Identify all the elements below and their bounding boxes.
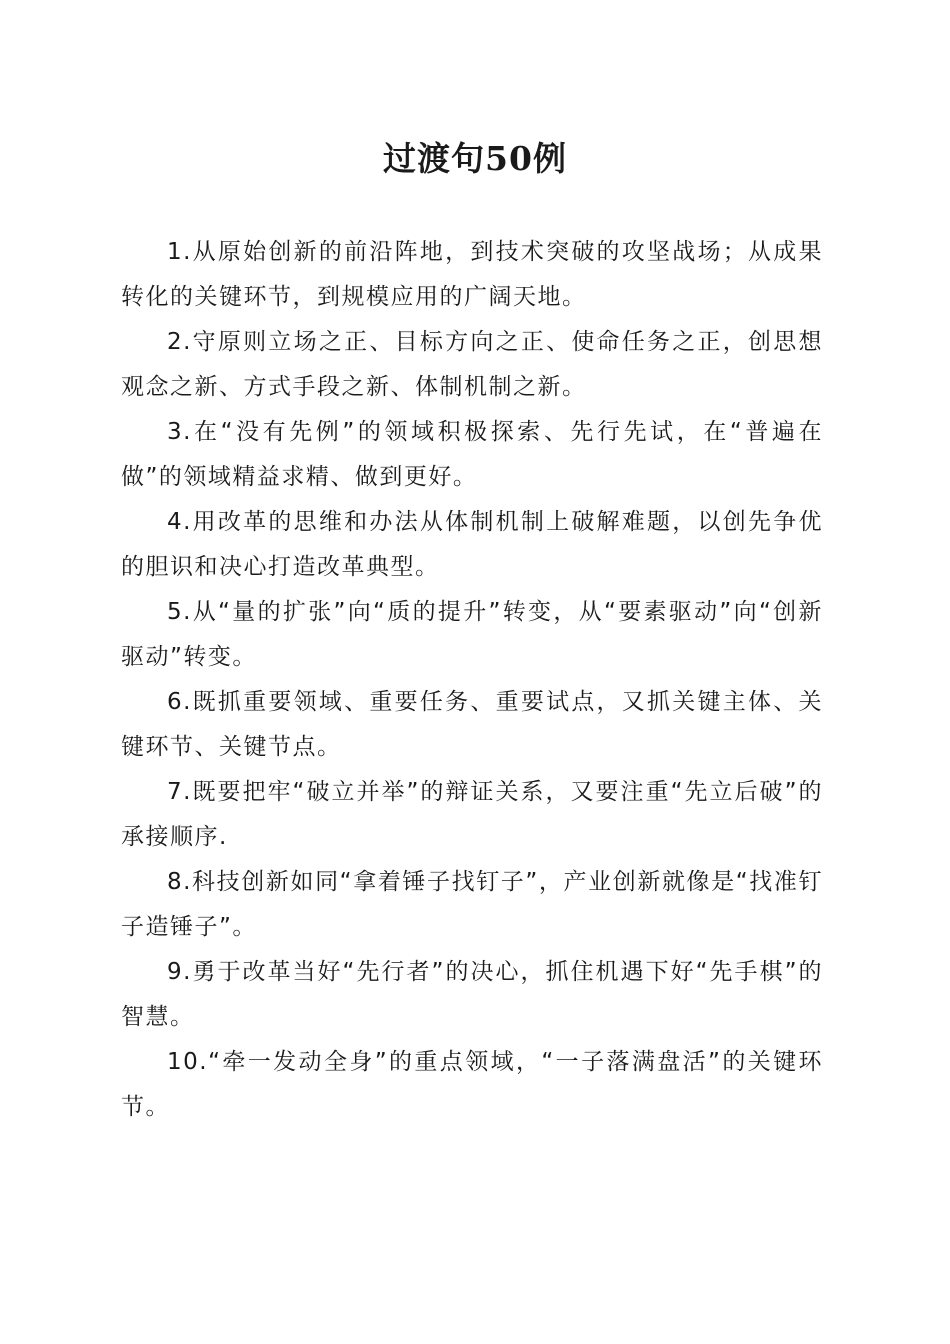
paragraph-7: 7.既要把牢“破立并举”的辩证关系，又要注重“先立后破”的承接顺序. (121, 779, 823, 850)
paragraph-8: 8.科技创新如同“拿着锤子找钉子”，产业创新就像是“找准钉子造锤子”。 (121, 869, 823, 940)
paragraph-4: 4.用改革的思维和办法从体制机制上破解难题，以创先争优的胆识和决心打造改革典型。 (121, 509, 823, 580)
paragraph-3: 3.在“没有先例”的领域积极探索、先行先试，在“普遍在做”的领域精益求精、做到更好。 (121, 419, 823, 490)
paragraph-10: 10.“牵一发动全身”的重点领域，“一子落满盘活”的关键环节。 (121, 1049, 823, 1120)
paragraph-1: 1.从原始创新的前沿阵地，到技术突破的攻坚战场；从成果转化的关键环节，到规模应用的广阔天地。 (121, 239, 823, 310)
paragraph-5: 5.从“量的扩张”向“质的提升”转变，从“要素驱动”向“创新驱动”转变。 (121, 599, 823, 670)
document-title: 过渡句50例 (383, 139, 567, 178)
document-body (121, 230, 823, 1130)
paragraph-9: 9.勇于改革当好“先行者”的决心，抓住机遇下好“先手棋”的智慧。 (121, 959, 823, 1030)
paragraph-2: 2.守原则立场之正、目标方向之正、使命任务之正，创思想观念之新、方式手段之新、体制机制之新。 (121, 329, 823, 400)
paragraph-6: 6.既抓重要领域、重要任务、重要试点，又抓关键主体、关键环节、关键节点。 (121, 689, 823, 760)
